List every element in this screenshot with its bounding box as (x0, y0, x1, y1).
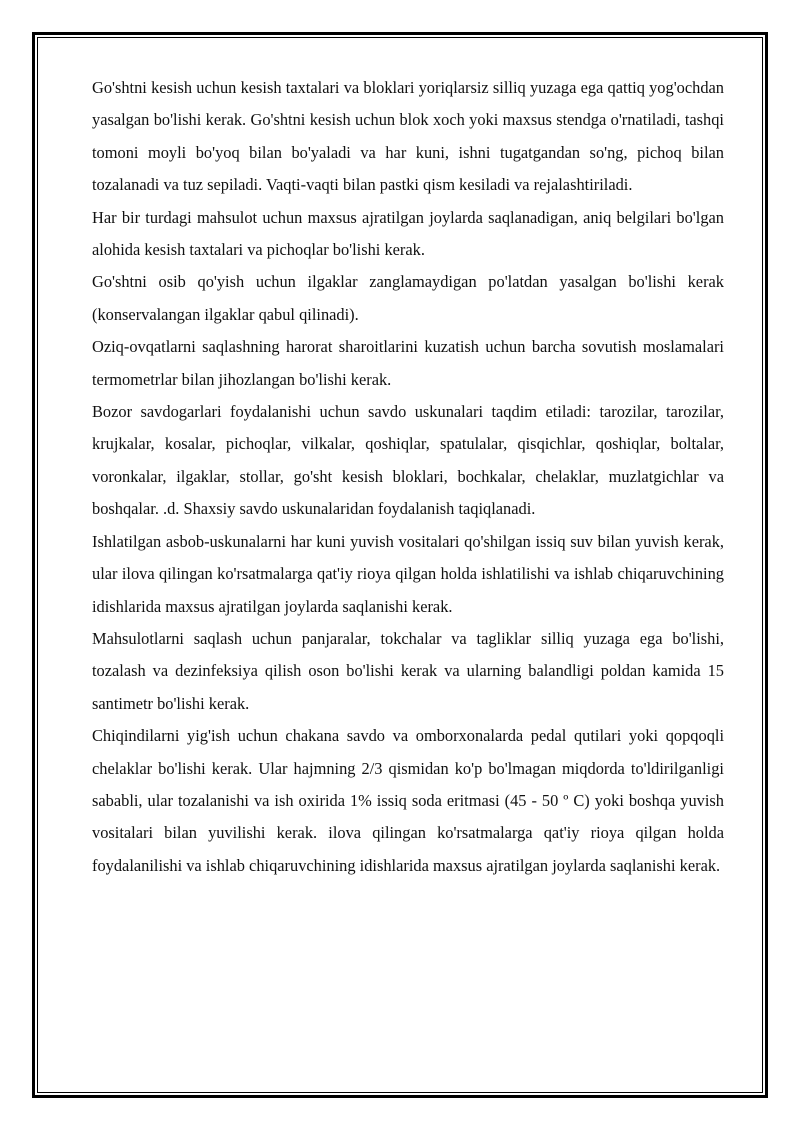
paragraph-trade-equipment: Bozor savdogarlari foydalanishi uchun savdo uskunalari taqdim etiladi: tarozilar, tarozilar, krujkalar, kosalar, pichoqlar, vilkalar, qoshiqlar, spatulalar, qisqichlar, qoshiqlar, boltalar, voronkalar, ilgaklar, stollar, go'sht kesish bloklari, bochkalar, chelaklar, muzlatgichlar va boshqalar. .d. Shaxsiy savdo uskunalaridan foydalanish taqiqlanadi. (92, 402, 724, 519)
paragraph-washing: Ishlatilgan asbob-uskunalarni har kuni yuvish vositalari qo'shilgan issiq suv bilan yuvish kerak, ular ilova qilingan ko'rsatmalarga qat'iy rioya qilgan holda ishlatilishi va ishlab chiqaruvchining idishlarida maxsus ajratilgan joylarda saqlanishi kerak. (92, 531, 724, 616)
paragraph-storage-racks: Mahsulotlarni saqlash uchun panjaralar, tokchalar va tagliklar silliq yuzaga ega bo'lishi, tozalash va dezinfeksiya qilish oson bo'lishi kerak va ularning balandligi poldan kamida 15 santimetr bo'lishi kerak. (92, 628, 724, 713)
paragraph-hooks: Go'shtni osib qo'yish uchun ilgaklar zanglamaydigan po'latdan yasalgan bo'lishi kerak (konservalangan ilgaklar qabul qilinadi). (92, 272, 724, 324)
paragraph-thermometers: Oziq-ovqatlarni saqlashning harorat sharoitlarini kuzatish uchun barcha sovutish moslamalari termometrlar bilan jihozlangan bo'lishi kerak. (92, 337, 724, 389)
paragraph-separate-boards: Har bir turdagi mahsulot uchun maxsus ajratilgan joylarda saqlanadigan, aniq belgilari bo'lgan alohida kesish taxtalari va pichoqlar bo'lishi kerak. (92, 207, 724, 260)
paragraph-cutting-boards: Go'shtni kesish uchun kesish taxtalari va bloklari yoriqlarsiz silliq yuzaga ega qattiq yog'ochdan yasalgan bo'lishi kerak. Go'shtni kesish uchun blok xoch yoki maxsus stendga o'rnatiladi, tashqi tomoni moyli bo'yoq bilan bo'yaladi va har kuni, ishni tugatgandan so'ng, pichoq bilan tozalanadi va tuz sepiladi. Vaqti-vaqti bilan pastki qism kesiladi va rejalashtiriladi. (92, 78, 724, 195)
paragraph-waste-bins: Chiqindilarni yig'ish uchun chakana savdo va omborxonalarda pedal qutilari yoki qopqoqli chelaklar bo'lishi kerak. Ular hajmning 2/3 qismidan ko'p bo'lmagan miqdorda to'ldirilganligi sababli, ular tozalanishi va ish oxirida 1% issiq soda eritmasi (45 - 50 º C) yoki boshqa yuvish vositalari bilan yuvilishi kerak. ilova qilingan ko'rsatmalarga qat'iy rioya qilgan holda foydalanilishi va ishlab chiqaruvchining idishlarida maxsus ajratilgan joylarda saqlanishi kerak. (92, 726, 724, 875)
document-body (92, 72, 724, 882)
